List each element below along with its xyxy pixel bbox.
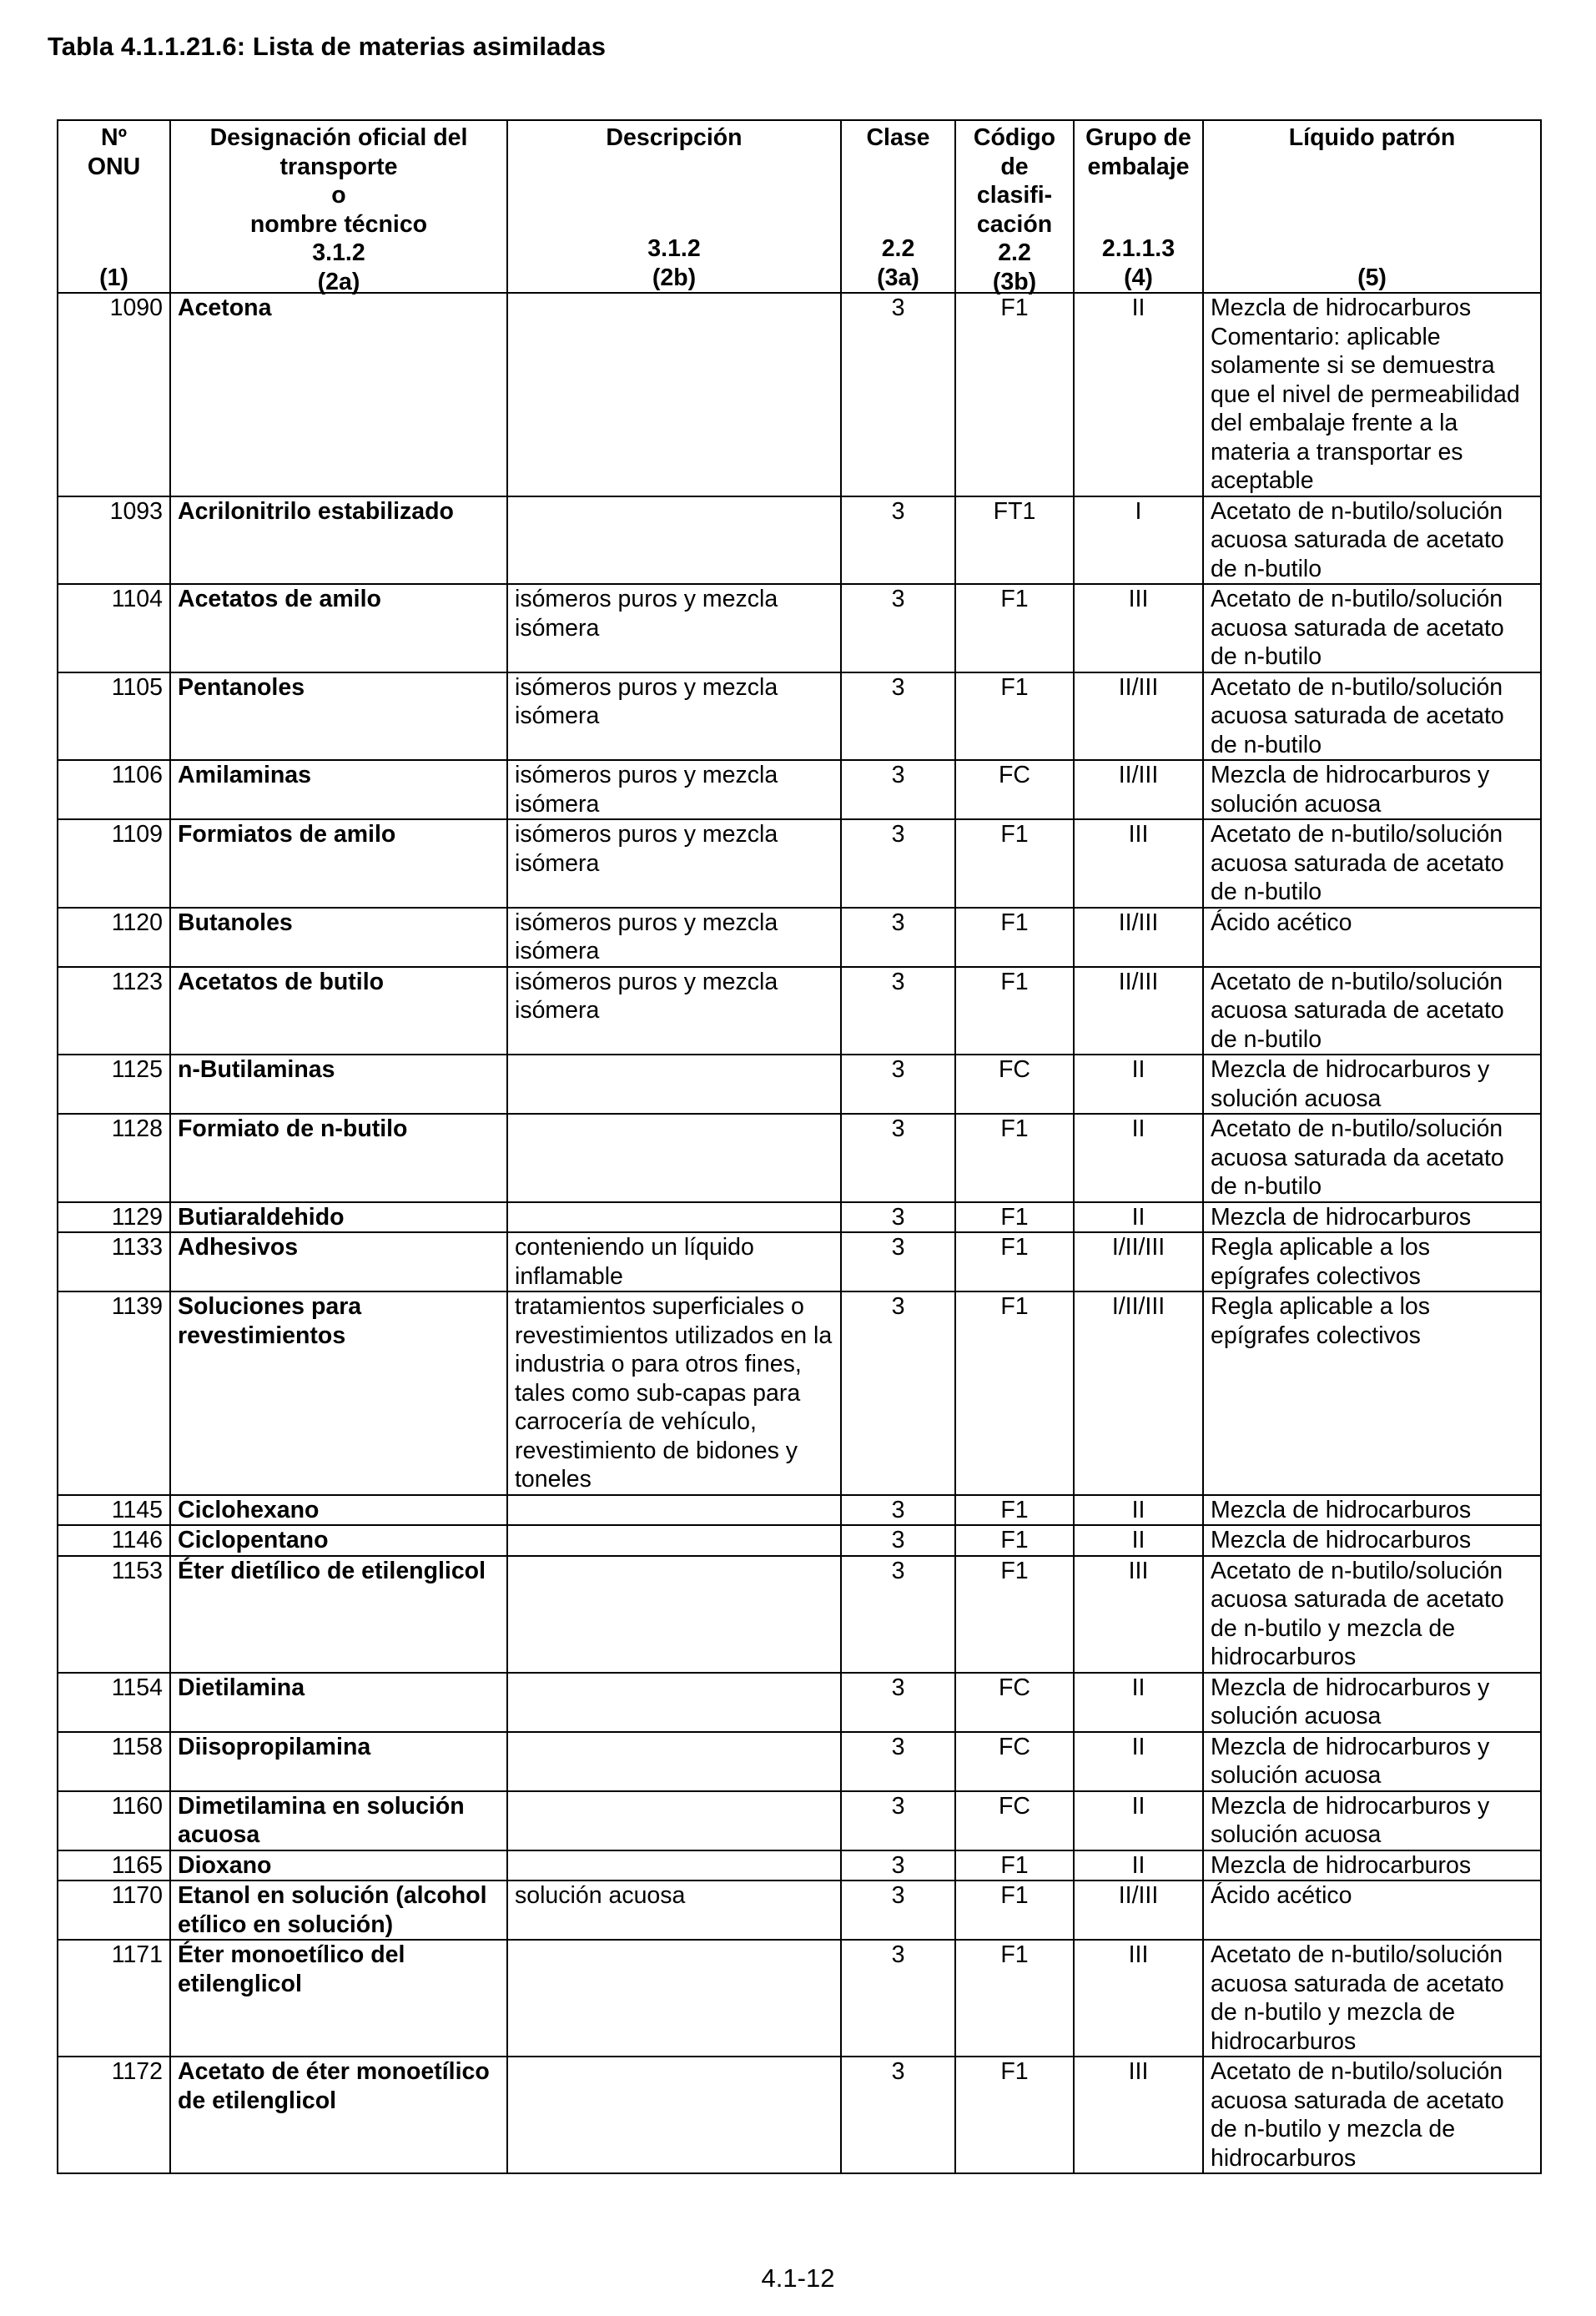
cell-grupo: II/III	[1074, 908, 1203, 967]
cell-grupo: II/III	[1074, 760, 1203, 819]
cell-desc	[507, 1732, 841, 1791]
cell-grupo: II/III	[1074, 1880, 1203, 1940]
table-row	[58, 1673, 1541, 1732]
cell-name: Dioxano	[170, 1850, 507, 1881]
cell-clase: 3	[841, 1495, 955, 1526]
table-row	[58, 1525, 1541, 1556]
column-header-reference: 3.1.2	[647, 235, 701, 262]
cell-name: Formiatos de amilo	[170, 819, 507, 908]
column-header-label-line: Grupo de	[1085, 124, 1191, 151]
table-row	[58, 819, 1541, 908]
cell-codigo: F1	[955, 1202, 1074, 1233]
cell-clase: 3	[841, 819, 955, 908]
column-header-code: (4)	[1124, 264, 1153, 291]
cell-onu: 1133	[58, 1232, 170, 1291]
column-header-reference	[1211, 234, 1533, 264]
table-row	[58, 1055, 1541, 1114]
column-header-desc	[507, 120, 841, 293]
cell-name: Acetatos de amilo	[170, 584, 507, 672]
column-header-grupo	[1074, 120, 1203, 293]
cell-liquido: Regla aplicable a los epígrafes colectivos	[1203, 1291, 1541, 1495]
cell-clase: 3	[841, 1055, 955, 1114]
cell-liquido: Acetato de n-butilo/solución acuosa saturada da acetato de n-butilo	[1203, 1114, 1541, 1202]
cell-liquido: Acetato de n-butilo/solución acuosa saturada de acetato de n-butilo y mezcla de hidrocarburos	[1203, 1556, 1541, 1673]
cell-grupo: II	[1074, 1202, 1203, 1233]
table-row	[58, 1850, 1541, 1881]
cell-grupo: II	[1074, 1732, 1203, 1791]
table-row	[58, 967, 1541, 1055]
cell-codigo: F1	[955, 1114, 1074, 1202]
cell-onu: 1128	[58, 1114, 170, 1202]
cell-liquido: Acetato de n-butilo/solución acuosa saturada de acetato de n-butilo y mezcla de hidrocarburos	[1203, 2057, 1541, 2173]
cell-codigo: F1	[955, 1850, 1074, 1881]
column-header-reference: 2.2	[998, 239, 1031, 266]
cell-name: Butiaraldehido	[170, 1202, 507, 1233]
cell-liquido: Mezcla de hidrocarburos y solución acuosa	[1203, 760, 1541, 819]
column-header-label-line: o	[331, 182, 346, 209]
cell-codigo: F1	[955, 2057, 1074, 2173]
cell-name: Formiato de n-butilo	[170, 1114, 507, 1202]
cell-name: Dimetilamina en solución acuosa	[170, 1791, 507, 1850]
page-title: Tabla 4.1.1.21.6: Lista de materias asimiladas	[48, 32, 607, 61]
column-header-reference: 2.2	[881, 235, 915, 262]
cell-grupo: III	[1074, 819, 1203, 908]
column-header-label-line: Código	[973, 124, 1056, 151]
column-header-code: (3b)	[992, 268, 1037, 295]
cell-clase: 3	[841, 1556, 955, 1673]
cell-onu: 1129	[58, 1202, 170, 1233]
cell-grupo: II	[1074, 1114, 1203, 1202]
cell-desc: isómeros puros y mezcla isómera	[507, 967, 841, 1055]
cell-desc: solución acuosa	[507, 1880, 841, 1940]
column-header-label-line: Designación oficial del	[209, 124, 468, 151]
cell-codigo: F1	[955, 1525, 1074, 1556]
cell-codigo: FC	[955, 1673, 1074, 1732]
cell-grupo: II	[1074, 1791, 1203, 1850]
cell-name: n-Butilaminas	[170, 1055, 507, 1114]
column-header-label-line: clasifi-	[976, 182, 1053, 209]
column-header-label-line: nombre técnico	[249, 210, 428, 238]
cell-name: Etanol en solución (alcohol etílico en solución)	[170, 1880, 507, 1940]
table-row	[58, 760, 1541, 819]
column-header-codigo	[955, 120, 1074, 293]
cell-desc	[507, 1114, 841, 1202]
cell-liquido: Acetato de n-butilo/solución acuosa saturada de acetato de n-butilo	[1203, 584, 1541, 672]
cell-onu: 1154	[58, 1673, 170, 1732]
cell-liquido: Ácido acético	[1203, 1880, 1541, 1940]
column-header-name	[170, 120, 507, 293]
cell-clase: 3	[841, 293, 955, 496]
cell-name: Acetona	[170, 293, 507, 496]
column-header-code: (1)	[99, 264, 128, 291]
cell-desc	[507, 1791, 841, 1850]
cell-desc	[507, 293, 841, 496]
cell-name: Éter dietílico de etilenglicol	[170, 1556, 507, 1673]
column-header-liquido	[1203, 120, 1541, 293]
column-header-reference	[65, 234, 163, 264]
cell-desc	[507, 1202, 841, 1233]
cell-name: Acetato de éter monoetílico de etilenglicol	[170, 2057, 507, 2173]
cell-clase: 3	[841, 1850, 955, 1881]
cell-clase: 3	[841, 1114, 955, 1202]
table-body	[58, 293, 1541, 2173]
cell-onu: 1170	[58, 1880, 170, 1940]
cell-desc: tratamientos superficiales o revestimientos utilizados en la industria o para otros fines, tales como sub-capas para carrocería de vehículo, revestimiento de bidones y toneles	[507, 1291, 841, 1495]
table-row	[58, 1556, 1541, 1673]
cell-liquido: Mezcla de hidrocarburos y solución acuosa	[1203, 1732, 1541, 1791]
cell-desc	[507, 1556, 841, 1673]
cell-onu: 1153	[58, 1556, 170, 1673]
cell-liquido: Acetato de n-butilo/solución acuosa saturada de acetato de n-butilo	[1203, 672, 1541, 761]
cell-name: Ciclopentano	[170, 1525, 507, 1556]
cell-clase: 3	[841, 1232, 955, 1291]
table-row	[58, 2057, 1541, 2173]
cell-clase: 3	[841, 1202, 955, 1233]
cell-codigo: F1	[955, 1940, 1074, 2057]
table-row	[58, 672, 1541, 761]
cell-codigo: F1	[955, 584, 1074, 672]
cell-onu: 1165	[58, 1850, 170, 1881]
cell-onu: 1109	[58, 819, 170, 908]
column-header-code: (3a)	[877, 264, 919, 291]
cell-liquido: Mezcla de hidrocarburos y solución acuosa	[1203, 1673, 1541, 1732]
cell-clase: 3	[841, 1673, 955, 1732]
cell-grupo: III	[1074, 1556, 1203, 1673]
cell-codigo: F1	[955, 293, 1074, 496]
cell-clase: 3	[841, 760, 955, 819]
cell-clase: 3	[841, 1940, 955, 2057]
cell-clase: 3	[841, 1732, 955, 1791]
cell-clase: 3	[841, 672, 955, 761]
cell-onu: 1090	[58, 293, 170, 496]
column-header-label-line: transporte	[279, 153, 398, 180]
cell-desc	[507, 496, 841, 585]
column-header-label-line: Descripción	[606, 124, 743, 151]
column-header-label-line: embalaje	[1087, 153, 1190, 180]
cell-clase: 3	[841, 1791, 955, 1850]
cell-clase: 3	[841, 1525, 955, 1556]
column-header-label-line: ONU	[87, 153, 141, 180]
cell-name: Soluciones para revestimientos	[170, 1291, 507, 1495]
cell-onu: 1106	[58, 760, 170, 819]
cell-onu: 1123	[58, 967, 170, 1055]
cell-onu: 1160	[58, 1791, 170, 1850]
cell-onu: 1125	[58, 1055, 170, 1114]
cell-liquido: Mezcla de hidrocarburos y solución acuosa	[1203, 1055, 1541, 1114]
cell-liquido: Mezcla de hidrocarburos Comentario: aplicable solamente si se demuestra que el nivel de permeabilidad del embalaje frente a la materia a transportar es aceptable	[1203, 293, 1541, 496]
cell-liquido: Acetato de n-butilo/solución acuosa saturada de acetato de n-butilo	[1203, 967, 1541, 1055]
column-header-clase	[841, 120, 955, 293]
table-row	[58, 496, 1541, 585]
cell-desc	[507, 1850, 841, 1881]
cell-codigo: FC	[955, 1791, 1074, 1850]
cell-desc	[507, 1940, 841, 2057]
table-row	[58, 1114, 1541, 1202]
cell-clase: 3	[841, 2057, 955, 2173]
table-row	[58, 1495, 1541, 1526]
cell-liquido: Mezcla de hidrocarburos	[1203, 1202, 1541, 1233]
cell-liquido: Regla aplicable a los epígrafes colectivos	[1203, 1232, 1541, 1291]
table-row	[58, 1791, 1541, 1850]
cell-grupo: II	[1074, 1673, 1203, 1732]
cell-codigo: F1	[955, 1495, 1074, 1526]
cell-grupo: I/II/III	[1074, 1291, 1203, 1495]
cell-desc	[507, 1495, 841, 1526]
cell-clase: 3	[841, 967, 955, 1055]
cell-codigo: F1	[955, 1291, 1074, 1495]
cell-clase: 3	[841, 496, 955, 585]
cell-codigo: F1	[955, 1232, 1074, 1291]
cell-liquido: Acetato de n-butilo/solución acuosa saturada de acetato de n-butilo	[1203, 819, 1541, 908]
cell-desc: isómeros puros y mezcla isómera	[507, 908, 841, 967]
cell-grupo: III	[1074, 2057, 1203, 2173]
cell-liquido: Mezcla de hidrocarburos	[1203, 1850, 1541, 1881]
table-row	[58, 584, 1541, 672]
column-header-label-line: cación	[976, 210, 1053, 238]
cell-onu: 1120	[58, 908, 170, 967]
column-header-code: (2b)	[652, 264, 697, 291]
cell-onu: 1172	[58, 2057, 170, 2173]
table-row	[58, 1291, 1541, 1495]
cell-desc	[507, 2057, 841, 2173]
cell-name: Adhesivos	[170, 1232, 507, 1291]
column-header-onu	[58, 120, 170, 293]
table-row	[58, 1880, 1541, 1940]
cell-codigo: FC	[955, 1055, 1074, 1114]
cell-liquido: Mezcla de hidrocarburos	[1203, 1525, 1541, 1556]
cell-codigo: F1	[955, 819, 1074, 908]
table-header-row	[58, 120, 1541, 293]
table-row	[58, 1940, 1541, 2057]
cell-grupo: II	[1074, 1495, 1203, 1526]
cell-clase: 3	[841, 584, 955, 672]
cell-grupo: II	[1074, 1850, 1203, 1881]
table-row	[58, 1732, 1541, 1791]
materias-table	[57, 119, 1542, 2174]
page-number: 4.1-12	[761, 2263, 835, 2293]
cell-clase: 3	[841, 1880, 955, 1940]
column-header-label-line: Líquido patrón	[1288, 124, 1456, 151]
cell-grupo: III	[1074, 1940, 1203, 2057]
cell-grupo: III	[1074, 584, 1203, 672]
cell-codigo: FC	[955, 1732, 1074, 1791]
cell-name: Pentanoles	[170, 672, 507, 761]
column-header-code: (2a)	[317, 268, 360, 295]
cell-liquido: Acetato de n-butilo/solución acuosa saturada de acetato de n-butilo y mezcla de hidrocarburos	[1203, 1940, 1541, 2057]
cell-grupo: II	[1074, 1055, 1203, 1114]
cell-grupo: II	[1074, 293, 1203, 496]
table-row	[58, 1232, 1541, 1291]
cell-onu: 1093	[58, 496, 170, 585]
cell-grupo: I/II/III	[1074, 1232, 1203, 1291]
cell-grupo: II	[1074, 1525, 1203, 1556]
cell-name: Diisopropilamina	[170, 1732, 507, 1791]
column-header-label-line: de	[1000, 153, 1029, 180]
column-header-reference: 3.1.2	[312, 239, 365, 266]
table-row	[58, 908, 1541, 967]
cell-grupo: II/III	[1074, 672, 1203, 761]
column-header-label-line: Clase	[866, 124, 930, 151]
cell-name: Éter monoetílico del etilenglicol	[170, 1940, 507, 2057]
cell-codigo: F1	[955, 1880, 1074, 1940]
table-row	[58, 1202, 1541, 1233]
cell-desc	[507, 1673, 841, 1732]
cell-onu: 1104	[58, 584, 170, 672]
cell-grupo: II/III	[1074, 967, 1203, 1055]
cell-onu: 1158	[58, 1732, 170, 1791]
cell-onu: 1146	[58, 1525, 170, 1556]
cell-desc: isómeros puros y mezcla isómera	[507, 584, 841, 672]
cell-name: Amilaminas	[170, 760, 507, 819]
cell-name: Acrilonitrilo estabilizado	[170, 496, 507, 585]
cell-name: Acetatos de butilo	[170, 967, 507, 1055]
cell-onu: 1139	[58, 1291, 170, 1495]
cell-onu: 1171	[58, 1940, 170, 2057]
table-row	[58, 293, 1541, 496]
cell-name: Ciclohexano	[170, 1495, 507, 1526]
cell-codigo: FT1	[955, 496, 1074, 585]
column-header-reference: 2.1.1.3	[1101, 235, 1176, 262]
cell-desc: isómeros puros y mezcla isómera	[507, 819, 841, 908]
cell-clase: 3	[841, 908, 955, 967]
cell-desc: isómeros puros y mezcla isómera	[507, 760, 841, 819]
cell-desc: isómeros puros y mezcla isómera	[507, 672, 841, 761]
cell-codigo: F1	[955, 967, 1074, 1055]
cell-clase: 3	[841, 1291, 955, 1495]
column-header-code: (5)	[1357, 264, 1387, 291]
cell-liquido: Ácido acético	[1203, 908, 1541, 967]
cell-desc	[507, 1055, 841, 1114]
cell-onu: 1145	[58, 1495, 170, 1526]
cell-codigo: F1	[955, 908, 1074, 967]
cell-codigo: F1	[955, 1556, 1074, 1673]
cell-desc: conteniendo un líquido inflamable	[507, 1232, 841, 1291]
cell-codigo: FC	[955, 760, 1074, 819]
cell-desc	[507, 1525, 841, 1556]
cell-liquido: Mezcla de hidrocarburos y solución acuosa	[1203, 1791, 1541, 1850]
column-header-label-line: Nº	[101, 124, 127, 151]
cell-liquido: Acetato de n-butilo/solución acuosa saturada de acetato de n-butilo	[1203, 496, 1541, 585]
cell-onu: 1105	[58, 672, 170, 761]
cell-liquido: Mezcla de hidrocarburos	[1203, 1495, 1541, 1526]
cell-name: Dietilamina	[170, 1673, 507, 1732]
cell-codigo: F1	[955, 672, 1074, 761]
cell-name: Butanoles	[170, 908, 507, 967]
cell-grupo: I	[1074, 496, 1203, 585]
